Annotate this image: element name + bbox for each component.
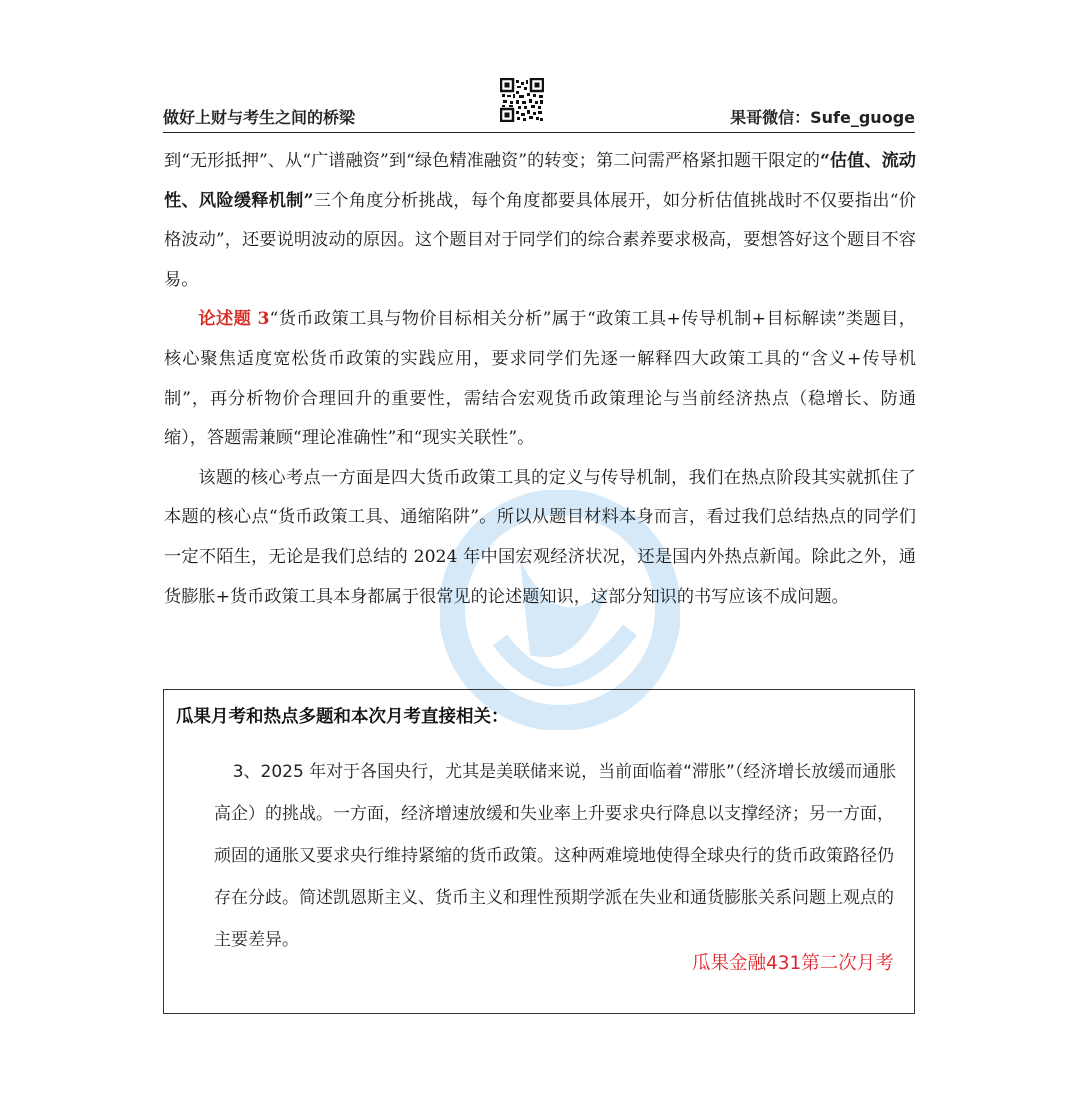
emphasis-text: “估值、流动性、风险缓释机制” xyxy=(164,151,916,211)
page-header xyxy=(163,76,915,133)
header-wechat-contact: 果哥微信：Sufe_guoge xyxy=(730,108,915,127)
qr-code-icon xyxy=(500,78,544,122)
header-slogan: 做好上财与考生之间的桥梁 xyxy=(163,108,356,127)
box-question-text: 3、2025 年对于各国央行，尤其是美联储来说，当前面临着“滞胀”（经济增长放缓而通胀高企）的挑战。一方面，经济增速放缓和失业率上升要求央行降息以支撑经济；另一方面，顽固的通胀又要求央行维持紧缩的货币政策。这种两难境地使得全球央行的货币政策路径仍存在分歧。简述凯恩斯主义、货币主义和理性预期学派在失业和通货膨胀关系问题上观点的主要差异。 xyxy=(214,762,897,950)
exam-source-stamp: 瓜果金融431第二次月考 xyxy=(692,953,894,974)
article-body xyxy=(164,142,916,617)
related-question-box xyxy=(163,689,915,1014)
paragraph-3: 该题的核心考点一方面是四大货币政策工具的定义与传导机制，我们在热点阶段其实就抓住了本题的核心点“货币政策工具、通缩陷阱”。所以从题目材料本身而言，看过我们总结热点的同学们一定不陌生，无论是我们总结的 2024 年中国宏观经济状况，还是国内外热点新闻。除此之外，通货膨胀+货币政策工具本身都属于很常见的论述题知识，这部分知识的书写应该不成问题。 xyxy=(164,467,916,607)
question-label: 论述题 3 xyxy=(198,309,270,330)
paragraph-2: 论述题 3“货币政策工具与物价目标相关分析”属于“政策工具+传导机制+目标解读”类题目，核心聚焦适度宽松货币政策的实践应用，要求同学们先逐一解释四大政策工具的“含义+传导机制”，再分析物价合理回升的重要性，需结合宏观货币政策理论与当前经济热点（稳增长、防通缩），答题需兼顾“理论准确性”和“现实关联性”。 xyxy=(164,309,916,449)
box-title: 瓜果月考和热点多题和本次月考直接相关： xyxy=(176,707,509,727)
paragraph-1: 到“无形抵押”、从“广谱融资”到“绿色精准融资”的转变；第二问需严格紧扣题干限定的“估值、流动性、风险缓释机制”三个角度分析挑战，每个角度都要具体展开，如分析估值挑战时不仅要指出“价格波动”，还要说明波动的原因。这个题目对于同学们的综合素养要求极高，要想答好这个题目不容易。 xyxy=(164,151,916,290)
